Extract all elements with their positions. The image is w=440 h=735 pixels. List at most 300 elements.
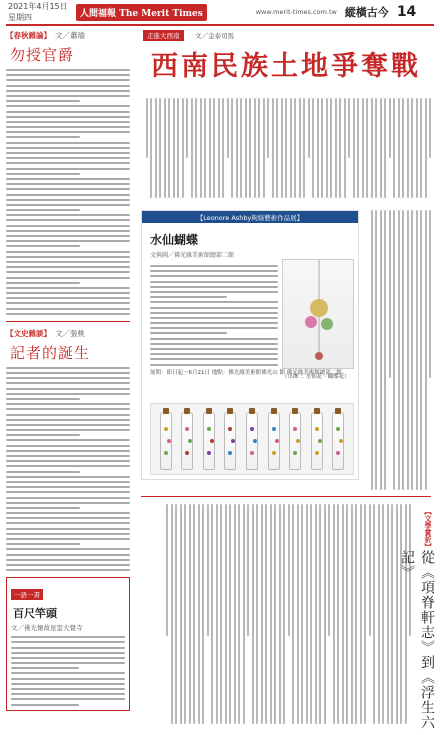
text-column bbox=[317, 98, 319, 198]
text-line bbox=[6, 95, 130, 97]
column-label: 【文史雜談】 bbox=[6, 328, 51, 338]
glass-bottle bbox=[332, 412, 344, 470]
article-title: 記者的誕生 bbox=[10, 343, 91, 362]
text-line bbox=[11, 704, 79, 706]
text-line bbox=[150, 291, 278, 293]
text-column bbox=[258, 98, 260, 198]
text-line bbox=[150, 275, 278, 277]
text-column bbox=[267, 98, 269, 158]
text-column bbox=[218, 98, 220, 198]
text-line bbox=[6, 388, 130, 390]
text-column bbox=[342, 504, 344, 724]
text-line bbox=[6, 403, 130, 405]
text-line bbox=[6, 502, 130, 504]
text-line bbox=[6, 209, 80, 211]
divider bbox=[141, 496, 431, 497]
text-line bbox=[6, 445, 130, 447]
text-column bbox=[360, 504, 362, 724]
text-column bbox=[324, 504, 326, 724]
column-label: 【春秋雜論】 bbox=[6, 31, 51, 40]
text-line bbox=[6, 429, 130, 431]
text-column bbox=[209, 98, 211, 198]
text-column bbox=[229, 504, 231, 724]
glass-bottle bbox=[160, 412, 172, 470]
text-line bbox=[150, 270, 278, 272]
text-line bbox=[6, 245, 80, 247]
text-column bbox=[245, 98, 247, 198]
text-column bbox=[420, 98, 422, 198]
text-line bbox=[150, 265, 278, 267]
page-number: 14 bbox=[396, 4, 417, 20]
text-line bbox=[6, 121, 130, 123]
text-column bbox=[319, 504, 321, 724]
text-column bbox=[405, 504, 407, 724]
text-column bbox=[281, 98, 283, 198]
text-column bbox=[270, 504, 272, 724]
text-column bbox=[213, 98, 215, 198]
text-line bbox=[11, 657, 125, 659]
text-column bbox=[375, 98, 377, 198]
text-column bbox=[173, 98, 175, 198]
text-column bbox=[184, 504, 186, 724]
text-column bbox=[189, 504, 191, 724]
text-column bbox=[168, 98, 170, 198]
text-column bbox=[150, 98, 152, 198]
glass-bottle bbox=[181, 412, 193, 470]
text-column bbox=[279, 504, 281, 724]
text-line bbox=[6, 522, 130, 524]
text-line bbox=[6, 214, 130, 216]
text-column bbox=[180, 504, 182, 724]
text-line bbox=[11, 652, 125, 654]
text-line bbox=[150, 281, 278, 283]
text-column bbox=[326, 98, 328, 198]
text-column bbox=[398, 98, 400, 198]
text-column bbox=[330, 98, 332, 198]
text-line bbox=[6, 367, 130, 369]
glass-bottle bbox=[224, 412, 236, 470]
text-column bbox=[254, 98, 256, 198]
text-line bbox=[150, 286, 278, 288]
article-body bbox=[6, 367, 130, 571]
text-column bbox=[353, 98, 355, 198]
text-column bbox=[252, 504, 254, 724]
text-column bbox=[425, 210, 427, 490]
text-column bbox=[216, 504, 218, 724]
text-column bbox=[333, 504, 335, 724]
text-column bbox=[263, 98, 265, 198]
lower-title: 從《項脊軒志》到《浮生六記》 bbox=[399, 550, 435, 730]
text-column bbox=[249, 98, 251, 198]
text-column bbox=[283, 504, 285, 724]
text-column bbox=[301, 504, 303, 724]
box-tag: 一語一書 bbox=[11, 589, 43, 600]
text-column bbox=[380, 98, 382, 198]
text-column bbox=[177, 98, 179, 198]
text-line bbox=[6, 419, 130, 421]
text-column bbox=[261, 504, 263, 724]
text-column bbox=[225, 504, 227, 724]
text-column bbox=[256, 504, 258, 724]
glass-bottle bbox=[289, 412, 301, 470]
text-column bbox=[200, 98, 202, 198]
text-column bbox=[292, 504, 294, 724]
text-column bbox=[312, 98, 314, 198]
text-column bbox=[204, 98, 206, 198]
text-line bbox=[6, 136, 80, 138]
text-line bbox=[6, 266, 130, 268]
text-column bbox=[222, 98, 224, 198]
text-column bbox=[238, 504, 240, 724]
text-column bbox=[393, 210, 395, 490]
text-column bbox=[166, 504, 168, 636]
text-line bbox=[6, 131, 130, 133]
text-line bbox=[6, 538, 130, 540]
text-column bbox=[220, 504, 222, 724]
exhibit-byline: 文與圖／佛光緣美術館總部二館 bbox=[150, 252, 235, 259]
divider bbox=[6, 321, 130, 322]
text-line bbox=[6, 517, 130, 519]
text-line bbox=[11, 636, 125, 638]
main-byline: 文／金泰司馬 bbox=[195, 32, 234, 40]
text-column bbox=[346, 504, 348, 724]
text-column bbox=[321, 98, 323, 198]
text-column bbox=[402, 98, 404, 198]
text-column bbox=[389, 98, 391, 158]
text-column bbox=[402, 210, 404, 490]
masthead-rule bbox=[6, 24, 434, 26]
text-line bbox=[6, 497, 130, 499]
exhibit-block bbox=[141, 210, 359, 480]
text-line bbox=[6, 287, 130, 289]
text-line bbox=[11, 641, 125, 643]
article-title: 勿授官爵 bbox=[10, 46, 75, 64]
exhibit-banner: 【Leonore Ashby夠綠藝術作品展】 bbox=[142, 211, 358, 223]
text-line bbox=[6, 79, 130, 81]
main-tag: 走進大西南 bbox=[143, 30, 184, 41]
text-column bbox=[407, 210, 409, 490]
left-column bbox=[6, 30, 130, 730]
text-column bbox=[288, 504, 290, 636]
bottles-photo bbox=[150, 403, 354, 475]
text-line bbox=[6, 439, 130, 441]
text-line bbox=[11, 667, 79, 669]
text-line bbox=[11, 678, 125, 680]
text-column bbox=[193, 504, 195, 724]
photo-caption: （吊飾三 水仙花・蝴蝶花） bbox=[282, 374, 350, 380]
text-column bbox=[247, 504, 249, 636]
text-column bbox=[195, 98, 197, 198]
text-line bbox=[6, 199, 130, 201]
text-line bbox=[150, 307, 278, 309]
text-line bbox=[150, 348, 278, 350]
text-column bbox=[411, 98, 413, 198]
text-line bbox=[6, 183, 130, 185]
website: www.merit-times.com.tw bbox=[255, 8, 337, 16]
text-line bbox=[6, 178, 130, 180]
glass-bottle bbox=[268, 412, 280, 470]
text-column bbox=[380, 210, 382, 490]
text-line bbox=[150, 327, 278, 329]
text-line bbox=[150, 317, 278, 319]
text-line bbox=[6, 85, 130, 87]
text-column bbox=[429, 98, 431, 158]
text-column bbox=[416, 98, 418, 198]
text-line bbox=[6, 481, 130, 483]
column-author: 文／蕭瑜 bbox=[55, 31, 85, 40]
text-column bbox=[387, 504, 389, 724]
text-line bbox=[6, 147, 130, 149]
main-headline: 西南民族土地爭奪戰 bbox=[151, 51, 421, 82]
text-line bbox=[6, 74, 130, 76]
text-line bbox=[11, 698, 125, 700]
text-line bbox=[6, 142, 130, 144]
text-column bbox=[175, 504, 177, 724]
main-area bbox=[135, 30, 435, 730]
text-line bbox=[6, 528, 130, 530]
glass-bottle bbox=[311, 412, 323, 470]
text-column bbox=[382, 504, 384, 724]
text-column bbox=[351, 504, 353, 724]
text-line bbox=[6, 173, 80, 175]
text-column bbox=[348, 98, 350, 158]
text-line bbox=[6, 393, 130, 395]
text-column bbox=[299, 98, 301, 198]
text-column bbox=[243, 504, 245, 724]
text-line bbox=[150, 353, 278, 355]
lower-tag: 【文學賞析】 bbox=[424, 508, 432, 550]
newspaper-logo: 人間福報 The Merit Times bbox=[76, 4, 207, 21]
text-column bbox=[297, 504, 299, 724]
glass-bottle bbox=[246, 412, 258, 470]
text-column bbox=[391, 504, 393, 724]
text-column bbox=[429, 210, 431, 378]
text-column bbox=[227, 98, 229, 158]
masthead bbox=[0, 0, 440, 24]
text-column bbox=[236, 98, 238, 198]
text-column bbox=[396, 504, 398, 724]
box-body bbox=[11, 636, 125, 705]
vertical-text-right bbox=[363, 210, 431, 490]
text-line bbox=[6, 377, 130, 379]
text-column bbox=[420, 210, 422, 490]
glass-bottle bbox=[203, 412, 215, 470]
article-body bbox=[6, 69, 130, 315]
text-column bbox=[234, 504, 236, 724]
text-line bbox=[6, 471, 80, 473]
text-line bbox=[150, 358, 278, 360]
text-line bbox=[6, 564, 130, 566]
text-line bbox=[6, 90, 130, 92]
text-line bbox=[6, 204, 130, 206]
text-line bbox=[6, 292, 130, 294]
text-column bbox=[384, 98, 386, 198]
column-author: 文／張桃 bbox=[55, 328, 85, 338]
hanging-ornament-photo bbox=[282, 259, 354, 369]
sidebar-box bbox=[6, 577, 130, 710]
text-column bbox=[285, 98, 287, 198]
column-header bbox=[6, 328, 130, 339]
text-column bbox=[159, 98, 161, 198]
text-line bbox=[6, 491, 130, 493]
text-column bbox=[303, 98, 305, 198]
text-column bbox=[198, 504, 200, 724]
text-column bbox=[164, 98, 166, 198]
text-column bbox=[411, 210, 413, 490]
text-line bbox=[150, 332, 227, 334]
text-column bbox=[364, 504, 366, 724]
text-column bbox=[182, 98, 184, 198]
text-column bbox=[425, 98, 427, 198]
text-line bbox=[6, 168, 130, 170]
text-column bbox=[211, 504, 213, 724]
text-column bbox=[274, 504, 276, 724]
text-column bbox=[344, 98, 346, 198]
text-line bbox=[6, 512, 130, 514]
text-line bbox=[6, 277, 130, 279]
text-line bbox=[6, 219, 130, 221]
issue-date: 2021年4月15日 星期四 bbox=[8, 2, 68, 22]
text-column bbox=[398, 210, 400, 490]
text-column bbox=[355, 504, 357, 724]
text-line bbox=[6, 297, 130, 299]
text-column bbox=[186, 98, 188, 158]
exhibit-info: 展期：即日起～6月21日 地點：佛光緣美術館佛光山 館 佛光緣美術館總部二館 bbox=[150, 370, 342, 376]
text-column bbox=[407, 98, 409, 198]
box-author: 文／佛光懷故星雲大覺寺 bbox=[11, 624, 83, 633]
text-line bbox=[6, 450, 130, 452]
text-column bbox=[378, 504, 380, 724]
text-column bbox=[337, 504, 339, 724]
exhibit-body bbox=[150, 265, 278, 366]
text-column bbox=[328, 504, 330, 636]
text-line bbox=[6, 261, 130, 263]
text-column bbox=[310, 504, 312, 724]
text-column bbox=[393, 98, 395, 198]
text-column bbox=[231, 98, 233, 198]
text-column bbox=[272, 98, 274, 198]
text-column bbox=[207, 504, 209, 636]
text-column bbox=[369, 504, 371, 636]
text-line bbox=[6, 282, 80, 284]
text-line bbox=[6, 408, 130, 410]
text-line bbox=[6, 100, 80, 102]
text-column bbox=[306, 504, 308, 724]
text-line bbox=[6, 372, 130, 374]
text-column bbox=[389, 210, 391, 378]
text-column bbox=[339, 98, 341, 198]
text-line bbox=[150, 338, 278, 340]
text-line bbox=[11, 672, 125, 674]
text-line bbox=[6, 69, 130, 71]
text-column bbox=[276, 98, 278, 198]
text-line bbox=[6, 308, 130, 310]
text-line bbox=[6, 271, 130, 273]
text-column bbox=[240, 98, 242, 198]
text-column bbox=[362, 98, 364, 198]
exhibit-title: 水仙蝴蝶 bbox=[150, 233, 199, 247]
text-line bbox=[6, 414, 130, 416]
text-column bbox=[357, 98, 359, 198]
text-line bbox=[6, 548, 130, 550]
text-line bbox=[150, 296, 227, 298]
text-line bbox=[6, 313, 130, 315]
text-column bbox=[416, 210, 418, 490]
text-line bbox=[6, 188, 130, 190]
text-line bbox=[150, 312, 278, 314]
text-line bbox=[6, 230, 130, 232]
text-column bbox=[315, 504, 317, 724]
text-line bbox=[6, 251, 130, 253]
text-line bbox=[6, 105, 130, 107]
text-column bbox=[202, 504, 204, 724]
box-title: 百尺竿頭 bbox=[13, 607, 57, 621]
text-line bbox=[6, 235, 130, 237]
text-line bbox=[6, 194, 130, 196]
text-line bbox=[6, 240, 130, 242]
text-line bbox=[11, 688, 125, 690]
text-line bbox=[6, 486, 130, 488]
text-column bbox=[371, 98, 373, 198]
ornament-illustration bbox=[283, 260, 355, 370]
text-line bbox=[11, 662, 125, 664]
text-line bbox=[6, 460, 130, 462]
text-column bbox=[384, 210, 386, 490]
text-line bbox=[6, 559, 130, 561]
text-line bbox=[6, 111, 130, 113]
text-column bbox=[265, 504, 267, 724]
text-line bbox=[6, 476, 130, 478]
text-line bbox=[6, 398, 80, 400]
text-line bbox=[6, 157, 130, 159]
text-column bbox=[335, 98, 337, 198]
text-line bbox=[6, 225, 130, 227]
text-line bbox=[6, 302, 130, 304]
vertical-text-top bbox=[141, 98, 431, 198]
text-column bbox=[400, 504, 402, 724]
column-header bbox=[6, 30, 130, 41]
text-column bbox=[290, 98, 292, 198]
vertical-text-lower bbox=[141, 504, 411, 724]
text-line bbox=[6, 382, 130, 384]
text-line bbox=[6, 434, 80, 436]
text-column bbox=[371, 210, 373, 490]
text-line bbox=[6, 554, 130, 556]
text-line bbox=[11, 647, 125, 649]
text-column bbox=[308, 98, 310, 158]
text-line bbox=[150, 301, 278, 303]
text-column bbox=[171, 504, 173, 724]
text-line bbox=[6, 126, 130, 128]
text-line bbox=[150, 364, 278, 366]
text-column bbox=[155, 98, 157, 198]
text-line bbox=[6, 424, 130, 426]
text-line bbox=[6, 256, 130, 258]
text-line bbox=[6, 162, 130, 164]
text-column bbox=[294, 98, 296, 198]
text-line bbox=[11, 693, 125, 695]
text-line bbox=[6, 543, 80, 545]
text-line bbox=[6, 455, 130, 457]
text-column bbox=[373, 504, 375, 724]
text-line bbox=[11, 683, 125, 685]
text-line bbox=[6, 569, 130, 571]
text-line bbox=[6, 116, 130, 118]
text-line bbox=[150, 322, 278, 324]
text-column bbox=[366, 98, 368, 198]
text-column bbox=[146, 98, 148, 158]
text-line bbox=[6, 152, 130, 154]
